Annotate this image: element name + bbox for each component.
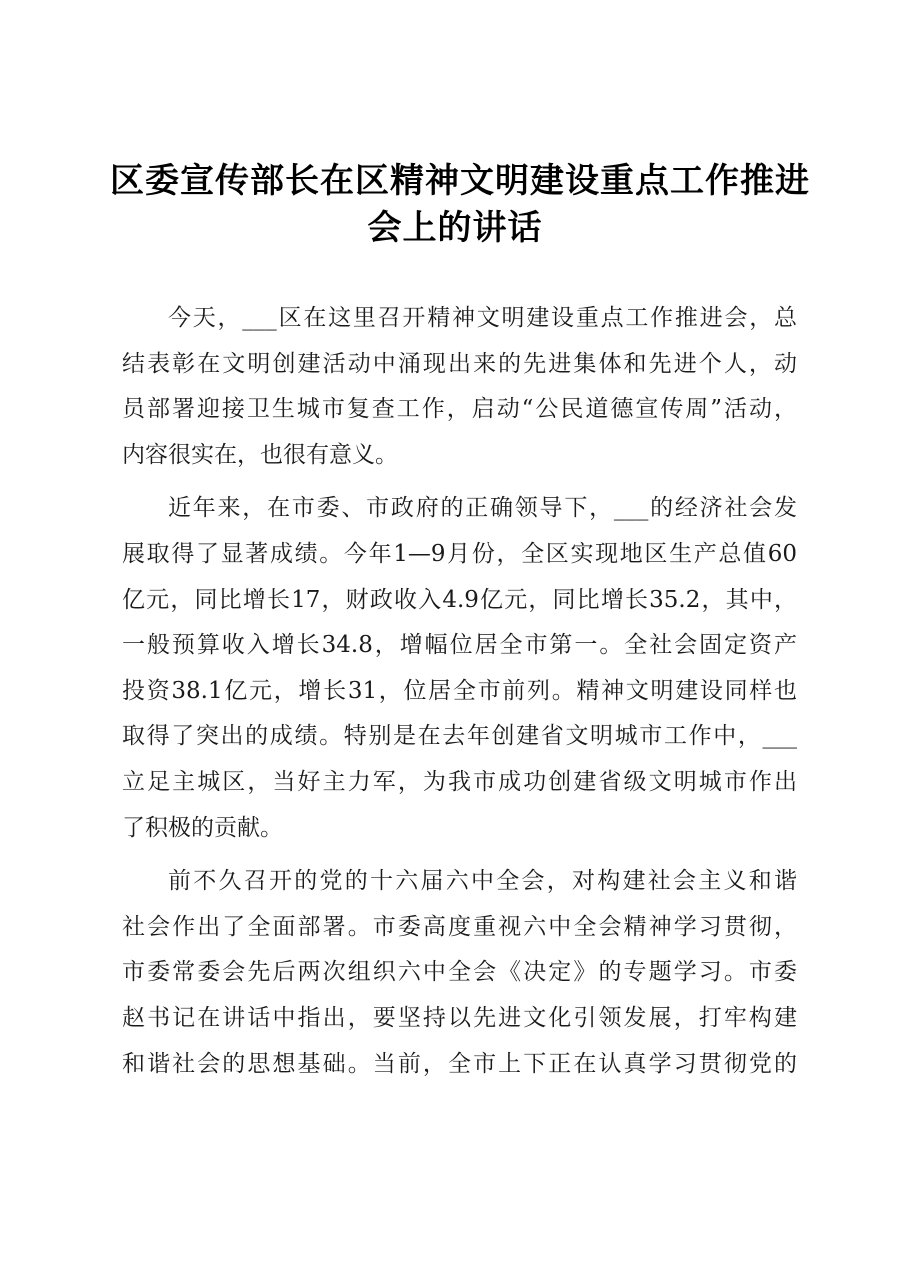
title-line: 会上的讲话 bbox=[367, 208, 543, 248]
paragraph-line: 和谐社会的思想基础。当前，全市上下正在认真学习贯彻党的 bbox=[122, 1050, 797, 1077]
paragraph-1 bbox=[122, 296, 797, 478]
paragraph-line: 近年来，在市委、市政府的正确领导下，___的经济社会发 bbox=[168, 495, 797, 522]
paragraph-line: 一般预算收入增长34.8，增幅位居全市第一。全社会固定资产 bbox=[122, 632, 797, 659]
paragraph-2 bbox=[122, 486, 797, 851]
paragraph-line: 今天，___区在这里召开精神文明建设重点工作推进会，总 bbox=[168, 305, 797, 331]
paragraph-line: 结表彰在文明创建活动中涌现出来的先进集体和先进个人，动 bbox=[122, 350, 797, 377]
document-body bbox=[122, 296, 797, 1095]
paragraph-line: 立足主城区，当好主力军，为我市成功创建省级文明城市作出 bbox=[122, 768, 797, 795]
paragraph-line: 内容很实在，也很有意义。 bbox=[122, 441, 398, 468]
paragraph-line: 亿元，同比增长17，财政收入4.9亿元，同比增长35.2，其中， bbox=[122, 586, 797, 613]
paragraph-line: 赵书记在讲话中指出，要坚持以先进文化引领发展，打牢构建 bbox=[122, 1004, 797, 1031]
paragraph-line: 市委常委会先后两次组织六中全会《决定》的专题学习。市委 bbox=[122, 959, 797, 986]
paragraph-line: 员部署迎接卫生城市复查工作，启动“公民道德宣传周”活动， bbox=[122, 396, 797, 423]
paragraph-3 bbox=[122, 859, 797, 1087]
paragraph-line: 前不久召开的党的十六届六中全会，对构建社会主义和谐 bbox=[168, 868, 797, 895]
paragraph-line: 投资38.1亿元，增长31，位居全市前列。精神文明建设同样也 bbox=[122, 677, 797, 704]
paragraph-line: 了积极的贡献。 bbox=[122, 814, 283, 841]
paragraph-line: 展取得了显著成绩。今年1—9月份，全区实现地区生产总值60 bbox=[122, 540, 797, 567]
paragraph-line: 社会作出了全面部署。市委高度重视六中全会精神学习贯彻， bbox=[122, 913, 797, 940]
paragraph-line: 取得了突出的成绩。特别是在去年创建省文明城市工作中，___ bbox=[122, 723, 797, 750]
title-line: 区委宣传部长在区精神文明建设重点工作推进 bbox=[110, 161, 810, 201]
document-title bbox=[110, 158, 810, 252]
